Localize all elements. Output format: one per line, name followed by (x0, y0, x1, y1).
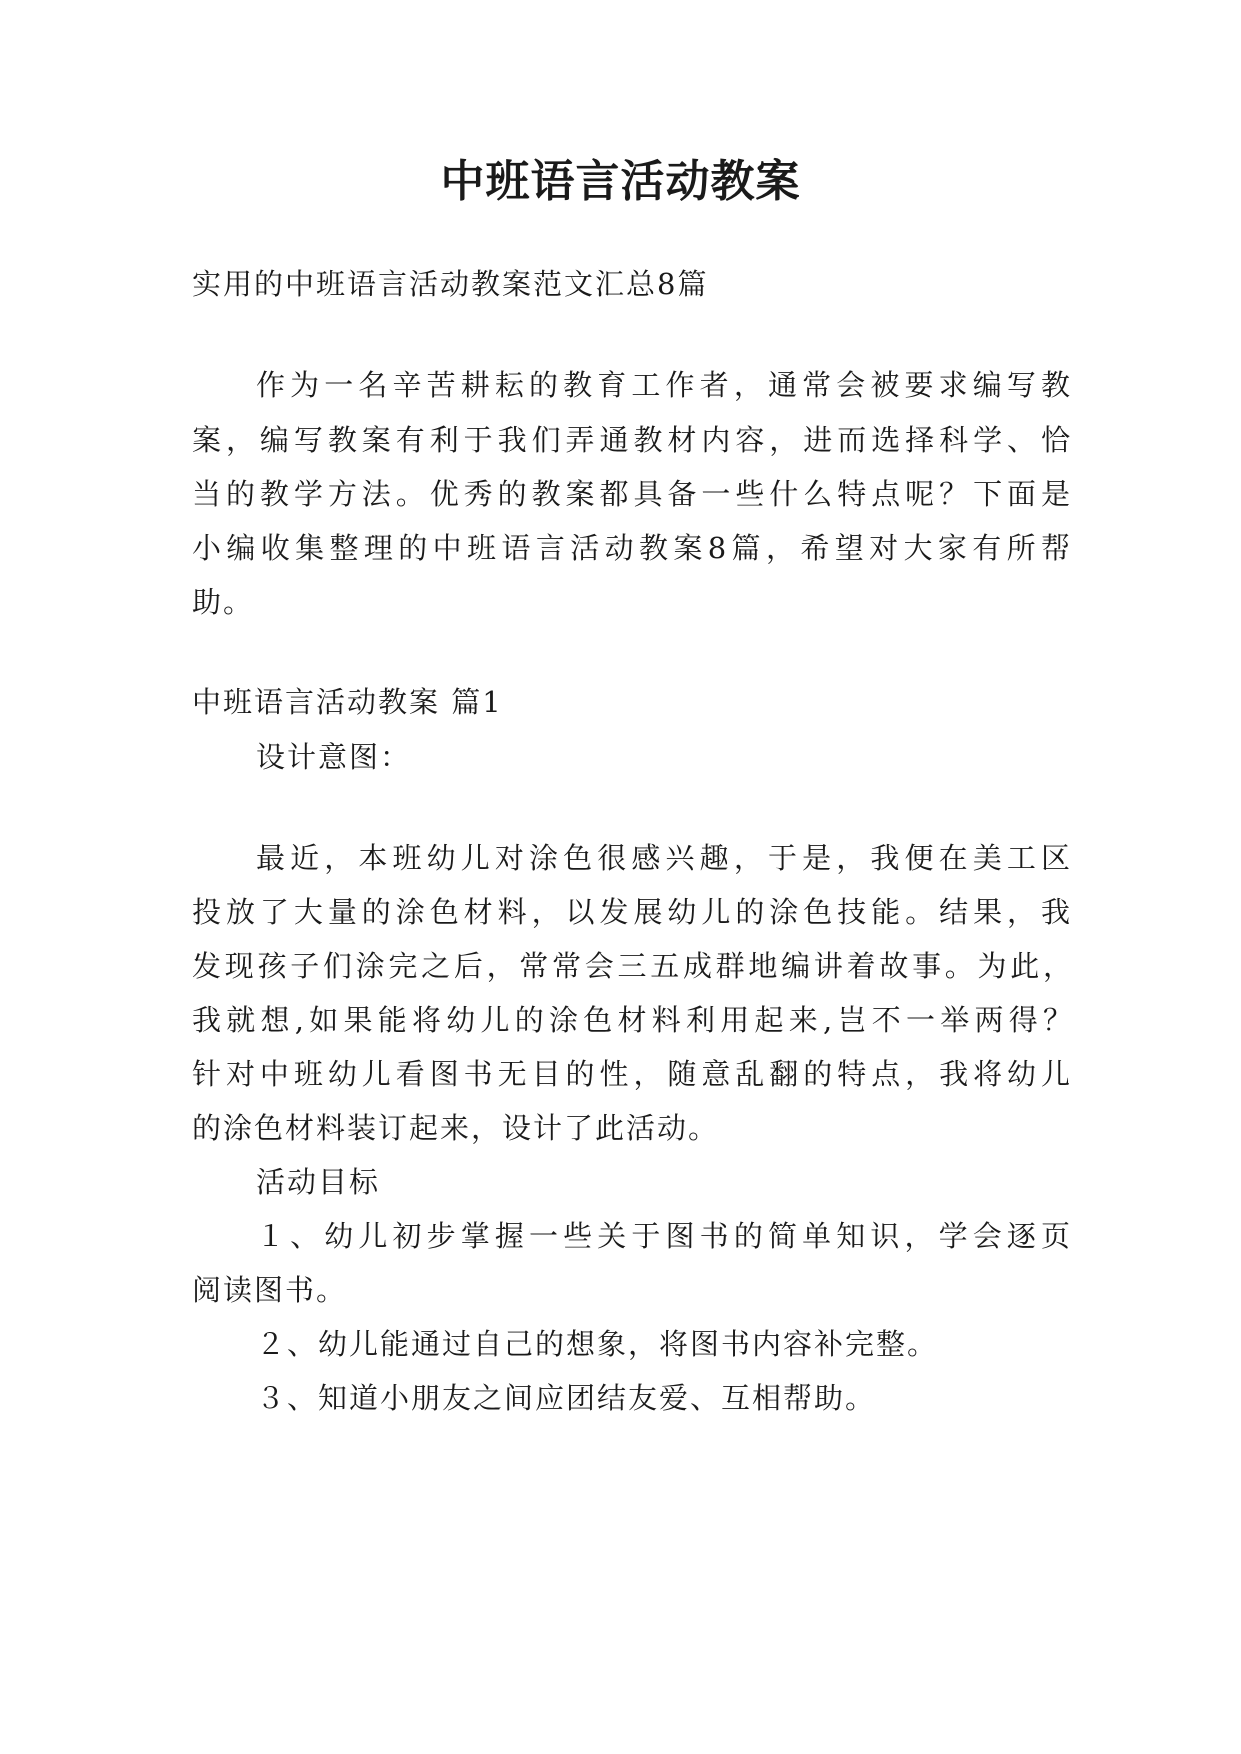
goal-line: ２、幼儿能通过自己的想象，将图书内容补完整。 (256, 1327, 939, 1361)
design-line: 的涂色材料装订起来，设计了此活动。 (192, 1111, 720, 1145)
document-subtitle: 实用的中班语言活动教案范文汇总8篇 (192, 267, 709, 301)
intro-line: 助。 (192, 585, 255, 619)
intro-line: 作为一名辛苦耕耘的教育工作者，通常会被要求编写教 (256, 368, 1072, 402)
design-line: 最近，本班幼儿对涂色很感兴趣，于是，我便在美工区 (256, 841, 1072, 875)
design-line: 发现孩子们涂完之后，常常会三五成群地编讲着故事。为此， (192, 949, 1072, 983)
goal-line: ３、知道小朋友之间应团结友爱、互相帮助。 (256, 1381, 877, 1415)
intro-line: 案，编写教案有利于我们弄通教材内容，进而选择科学、恰 (192, 423, 1072, 457)
goal-line: １、幼儿初步掌握一些关于图书的简单知识，学会逐页 (256, 1219, 1072, 1253)
intro-line: 当的教学方法。优秀的教案都具备一些什么特点呢？下面是 (192, 477, 1072, 511)
intro-line: 小编收集整理的中班语言活动教案8篇，希望对大家有所帮 (192, 531, 1072, 565)
goal-line: 阅读图书。 (192, 1273, 348, 1307)
design-line: 我就想,如果能将幼儿的涂色材料利用起来,岂不一举两得？ (192, 1003, 1072, 1037)
section-heading: 中班语言活动教案 篇1 (192, 685, 503, 719)
document-title: 中班语言活动教案 (440, 156, 801, 207)
design-line: 针对中班幼儿看图书无目的性，随意乱翻的特点，我将幼儿 (192, 1057, 1072, 1091)
goals-heading: 活动目标 (256, 1165, 381, 1199)
design-heading: 设计意图： (256, 740, 412, 774)
design-line: 投放了大量的涂色材料，以发展幼儿的涂色技能。结果，我 (192, 895, 1072, 929)
